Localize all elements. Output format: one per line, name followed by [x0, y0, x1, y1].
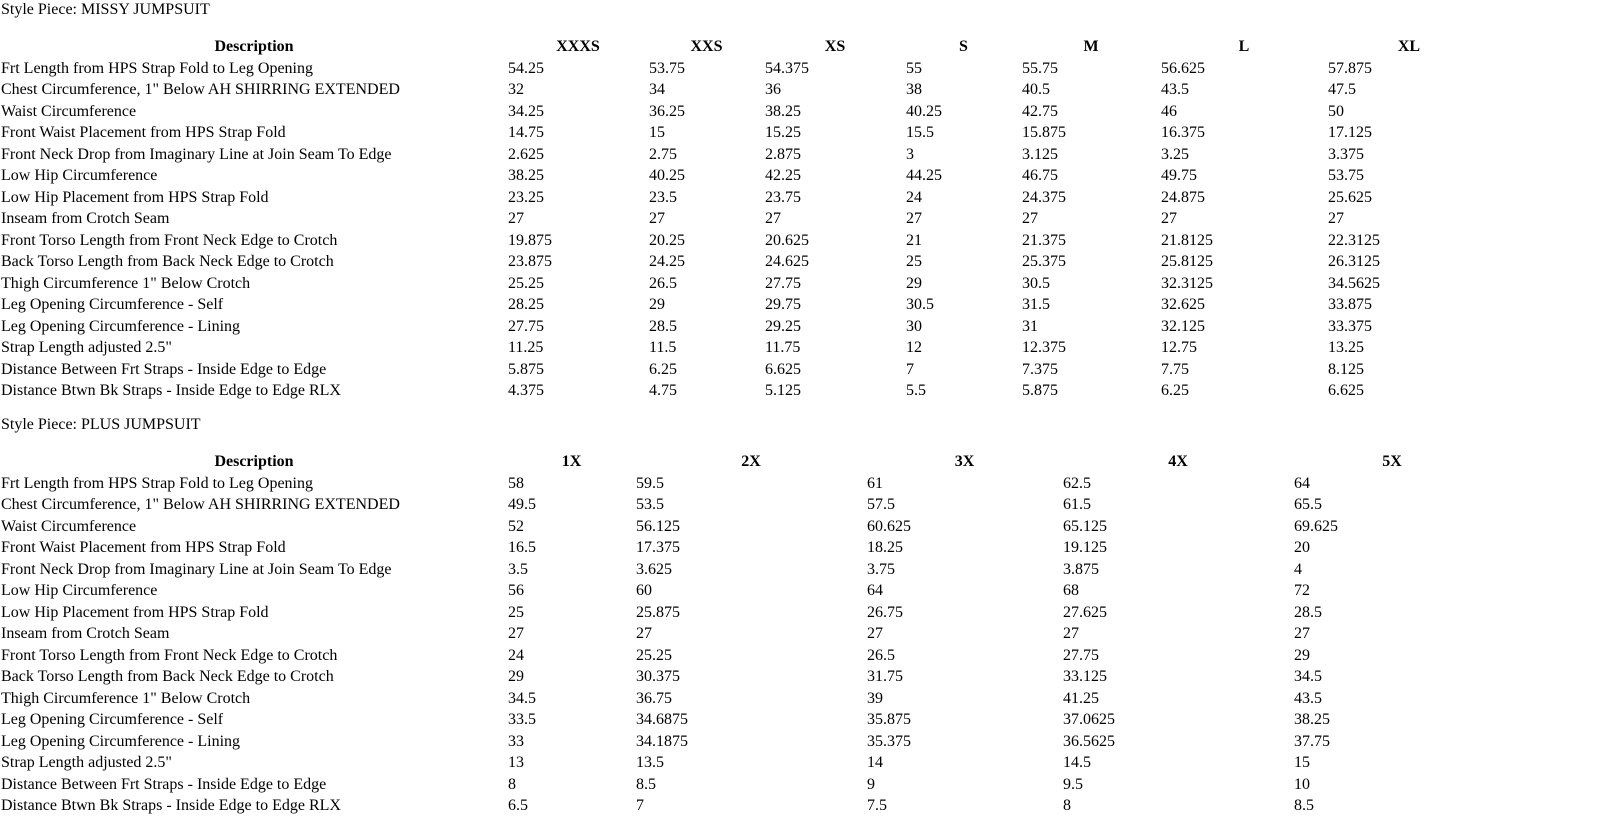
- measurement-value: 5.125: [765, 382, 801, 399]
- measurement-value: 24: [906, 188, 922, 206]
- measurement-value: 32.125: [1161, 317, 1205, 335]
- column-header-size: M: [1083, 38, 1099, 55]
- measurement-value: 62.5: [1063, 474, 1091, 492]
- table-header-row: [0, 451, 1490, 473]
- measurement-value: 3: [906, 145, 914, 163]
- measurement-value: 65.5: [1294, 496, 1322, 513]
- measurement-value: 27: [1063, 625, 1079, 642]
- table-row: [0, 380, 1490, 402]
- measurement-value: 15.875: [1022, 124, 1066, 141]
- measurement-description: Low Hip Placement from HPS Strap Fold: [1, 603, 269, 621]
- measurement-value: 3.125: [1022, 145, 1058, 163]
- measurement-value: 19.875: [508, 231, 552, 249]
- measurement-value: 27: [1328, 210, 1344, 227]
- table-row: [0, 602, 1490, 624]
- measurement-value: 23.875: [508, 253, 552, 270]
- measurement-value: 57.875: [1328, 59, 1372, 77]
- measurement-value: 27: [649, 210, 665, 227]
- measurement-value: 23.25: [508, 188, 544, 206]
- measurement-description: Chest Circumference, 1" Below AH SHIRRING EXTENDED: [1, 496, 400, 513]
- measurement-description: Thigh Circumference 1" Below Crotch: [1, 689, 251, 707]
- table-row: [0, 144, 1490, 166]
- table-row: [0, 273, 1490, 295]
- measurement-value: 33.125: [1063, 668, 1107, 685]
- measurement-value: 29: [906, 274, 922, 292]
- measurement-value: 49.75: [1161, 167, 1197, 184]
- measurement-value: 15: [1294, 754, 1310, 771]
- measurement-value: 8.125: [1328, 360, 1364, 378]
- measurement-value: 5.875: [508, 360, 544, 378]
- measurement-value: 68: [1063, 582, 1079, 599]
- measurement-value: 7: [906, 360, 914, 378]
- column-header-description: Description: [214, 453, 294, 470]
- measurement-value: 20.625: [765, 231, 809, 249]
- measurement-value: 13: [508, 754, 524, 771]
- measurement-value: 17.125: [1328, 124, 1372, 141]
- table-row: [0, 79, 1490, 101]
- measurement-description: Low Hip Placement from HPS Strap Fold: [1, 188, 269, 206]
- table-row: [0, 752, 1490, 774]
- measurement-value: 64: [867, 582, 883, 599]
- measurement-value: 20.25: [649, 231, 685, 249]
- measurement-value: 39: [867, 689, 883, 707]
- table-row: [0, 122, 1490, 144]
- measurement-value: 60.625: [867, 517, 911, 535]
- measurement-value: 55: [906, 59, 922, 77]
- measurement-value: 8: [1063, 797, 1071, 814]
- measurement-value: 27.625: [1063, 603, 1107, 621]
- table-row: [0, 709, 1490, 731]
- measurement-value: 33.875: [1328, 296, 1372, 313]
- table-row: [0, 316, 1490, 338]
- measurement-value: 50: [1328, 102, 1344, 120]
- measurement-value: 10: [1294, 775, 1310, 793]
- missy-spec-table: [0, 36, 1490, 402]
- measurement-value: 57.5: [867, 496, 895, 513]
- measurement-description: Strap Length adjusted 2.5": [1, 339, 172, 356]
- measurement-description: Back Torso Length from Back Neck Edge to Crotch: [1, 668, 334, 685]
- measurement-value: 25.875: [636, 603, 680, 621]
- measurement-value: 25.375: [1022, 253, 1066, 270]
- measurement-value: 25: [906, 253, 922, 270]
- column-header-size: XXXS: [556, 38, 600, 55]
- measurement-value: 2.625: [508, 145, 544, 163]
- measurement-value: 23.5: [649, 188, 677, 206]
- measurement-value: 27: [636, 625, 652, 642]
- measurement-value: 54.375: [765, 59, 809, 77]
- measurement-value: 12.75: [1161, 339, 1197, 356]
- measurement-value: 26.75: [867, 603, 903, 621]
- table-row: [0, 580, 1490, 602]
- measurement-value: 21.8125: [1161, 231, 1213, 249]
- column-header-size: 3X: [954, 453, 975, 470]
- measurement-value: 24.25: [649, 253, 685, 270]
- measurement-value: 26.3125: [1328, 253, 1380, 270]
- measurement-description: Leg Opening Circumference - Lining: [1, 732, 241, 750]
- measurement-value: 58: [508, 474, 524, 492]
- measurement-value: 16.5: [508, 539, 536, 556]
- measurement-value: 5.5: [906, 382, 926, 399]
- table-row: [0, 731, 1490, 753]
- measurement-value: 33.375: [1328, 317, 1372, 335]
- measurement-description: Front Neck Drop from Imaginary Line at Join Seam To Edge: [1, 145, 392, 163]
- column-header-size: XL: [1397, 38, 1421, 55]
- measurement-value: 36.25: [649, 102, 685, 120]
- measurement-value: 6.25: [1161, 382, 1189, 399]
- measurement-value: 24.625: [765, 253, 809, 270]
- measurement-description: Thigh Circumference 1" Below Crotch: [1, 274, 251, 292]
- measurement-value: 40.25: [649, 167, 685, 184]
- measurement-value: 31.5: [1022, 296, 1050, 313]
- measurement-description: Distance Btwn Bk Straps - Inside Edge to Edge RLX: [1, 382, 341, 399]
- table-row: [0, 187, 1490, 209]
- measurement-value: 26.5: [649, 274, 677, 292]
- measurement-value: 36.75: [636, 689, 672, 707]
- measurement-description: Back Torso Length from Back Neck Edge to Crotch: [1, 253, 334, 270]
- measurement-value: 28.25: [508, 296, 544, 313]
- measurement-value: 34.6875: [636, 711, 688, 728]
- measurement-value: 5.875: [1022, 382, 1058, 399]
- measurement-value: 64: [1294, 474, 1310, 492]
- measurement-description: Waist Circumference: [1, 517, 137, 535]
- measurement-value: 38.25: [508, 167, 544, 184]
- measurement-value: 36: [765, 81, 781, 98]
- measurement-description: Waist Circumference: [1, 102, 137, 120]
- measurement-value: 34.25: [508, 102, 544, 120]
- measurement-value: 27.75: [1063, 646, 1099, 664]
- plus-section-title: Style Piece: PLUS JUMPSUIT: [1, 416, 201, 433]
- measurement-value: 52: [508, 517, 524, 535]
- measurement-description: Front Waist Placement from HPS Strap Fold: [1, 539, 286, 556]
- measurement-value: 34: [649, 81, 665, 98]
- measurement-value: 46: [1161, 102, 1177, 120]
- measurement-value: 43.5: [1294, 689, 1322, 707]
- measurement-description: Front Torso Length from Front Neck Edge to Crotch: [1, 231, 338, 249]
- table-row: [0, 774, 1490, 796]
- measurement-value: 53.5: [636, 496, 664, 513]
- measurement-value: 8.5: [636, 775, 656, 793]
- measurement-value: 26.5: [867, 646, 895, 664]
- measurement-value: 33: [508, 732, 524, 750]
- table-row: [0, 473, 1490, 495]
- measurement-value: 27: [906, 210, 922, 227]
- measurement-value: 37.0625: [1063, 711, 1115, 728]
- measurement-value: 27: [867, 625, 883, 642]
- measurement-value: 3.5: [508, 560, 528, 578]
- measurement-value: 43.5: [1161, 81, 1189, 98]
- table-row: [0, 359, 1490, 381]
- measurement-value: 38: [906, 81, 922, 98]
- measurement-value: 55.75: [1022, 59, 1058, 77]
- measurement-value: 56: [508, 582, 524, 599]
- measurement-value: 27: [1161, 210, 1177, 227]
- measurement-value: 41.25: [1063, 689, 1099, 707]
- measurement-description: Low Hip Circumference: [1, 167, 158, 184]
- measurement-value: 44.25: [906, 167, 942, 184]
- measurement-description: Distance Btwn Bk Straps - Inside Edge to Edge RLX: [1, 797, 341, 814]
- measurement-value: 19.125: [1063, 539, 1107, 556]
- measurement-value: 14: [867, 754, 883, 771]
- table-row: [0, 251, 1490, 273]
- measurement-description: Distance Between Frt Straps - Inside Edge to Edge: [1, 360, 327, 378]
- column-header-size: 4X: [1168, 453, 1188, 470]
- measurement-value: 7: [636, 797, 644, 814]
- measurement-value: 21: [906, 231, 922, 249]
- column-header-size: L: [1238, 38, 1250, 55]
- table-row: [0, 537, 1490, 559]
- measurement-value: 7.5: [867, 797, 887, 814]
- measurement-value: 8: [508, 775, 516, 793]
- measurement-value: 34.5625: [1328, 274, 1380, 292]
- measurement-value: 17.375: [636, 539, 680, 556]
- measurement-value: 30.5: [906, 296, 934, 313]
- measurement-value: 31.75: [867, 668, 903, 685]
- measurement-value: 13.5: [636, 754, 664, 771]
- table-row: [0, 516, 1490, 538]
- table-row: [0, 645, 1490, 667]
- measurement-value: 61: [867, 474, 883, 492]
- column-header-size: XXS: [690, 38, 723, 55]
- measurement-value: 11.25: [508, 339, 544, 356]
- measurement-value: 32.625: [1161, 296, 1205, 313]
- measurement-value: 65.125: [1063, 517, 1107, 535]
- plus-spec-table: [0, 451, 1490, 817]
- column-header-size: 5X: [1382, 453, 1402, 470]
- measurement-value: 12.375: [1022, 339, 1066, 356]
- measurement-value: 8.5: [1294, 797, 1314, 814]
- measurement-value: 61.5: [1063, 496, 1091, 513]
- measurement-value: 16.375: [1161, 124, 1205, 141]
- measurement-description: Strap Length adjusted 2.5": [1, 754, 172, 771]
- measurement-value: 4: [1294, 560, 1302, 578]
- measurement-value: 27: [1294, 625, 1310, 642]
- measurement-value: 29.75: [765, 296, 801, 313]
- table-header-row: [0, 36, 1490, 58]
- measurement-value: 15.25: [765, 124, 801, 141]
- column-header-size: 2X: [741, 453, 761, 470]
- measurement-value: 3.875: [1063, 560, 1099, 578]
- measurement-value: 6.625: [1328, 382, 1364, 399]
- measurement-value: 25.25: [636, 646, 672, 664]
- measurement-value: 27: [508, 625, 524, 642]
- measurement-description: Front Waist Placement from HPS Strap Fold: [1, 124, 286, 141]
- measurement-description: Leg Opening Circumference - Self: [1, 711, 224, 728]
- measurement-value: 2.75: [649, 145, 677, 163]
- measurement-value: 36.5625: [1063, 732, 1115, 750]
- table-row: [0, 208, 1490, 230]
- measurement-description: Front Torso Length from Front Neck Edge to Crotch: [1, 646, 338, 664]
- measurement-value: 20: [1294, 539, 1310, 556]
- measurement-value: 30.375: [636, 668, 680, 685]
- table-row: [0, 688, 1490, 710]
- measurement-description: Leg Opening Circumference - Lining: [1, 317, 241, 335]
- measurement-description: Low Hip Circumference: [1, 582, 158, 599]
- measurement-value: 31: [1022, 317, 1038, 335]
- measurement-value: 3.375: [1328, 145, 1364, 163]
- column-header-size: S: [959, 38, 968, 55]
- measurement-value: 29: [508, 668, 524, 685]
- measurement-value: 12: [906, 339, 922, 356]
- measurement-value: 3.25: [1161, 145, 1189, 163]
- measurement-value: 35.875: [867, 711, 911, 728]
- column-header-description: Description: [214, 38, 294, 55]
- measurement-value: 24: [508, 646, 524, 664]
- measurement-value: 27.75: [765, 274, 801, 292]
- measurement-value: 6.625: [765, 360, 801, 378]
- measurement-value: 24.875: [1161, 188, 1205, 206]
- measurement-value: 9.5: [1063, 775, 1083, 793]
- measurement-value: 29.25: [765, 317, 801, 335]
- measurement-value: 9: [867, 775, 875, 793]
- table-row: [0, 165, 1490, 187]
- measurement-value: 30: [906, 317, 922, 335]
- measurement-description: Inseam from Crotch Seam: [1, 210, 170, 227]
- table-row: [0, 623, 1490, 645]
- measurement-value: 18.25: [867, 539, 903, 556]
- measurement-description: Chest Circumference, 1" Below AH SHIRRING EXTENDED: [1, 81, 400, 98]
- measurement-description: Distance Between Frt Straps - Inside Edge to Edge: [1, 775, 327, 793]
- measurement-value: 25.25: [508, 274, 544, 292]
- table-row: [0, 337, 1490, 359]
- column-header-size: XS: [824, 38, 846, 55]
- measurement-value: 56.625: [1161, 59, 1205, 77]
- measurement-value: 56.125: [636, 517, 680, 535]
- measurement-value: 60: [636, 582, 652, 599]
- measurement-value: 30.5: [1022, 274, 1050, 292]
- table-row: [0, 666, 1490, 688]
- measurement-value: 37.75: [1294, 732, 1330, 750]
- measurement-value: 29: [649, 296, 665, 313]
- table-row: [0, 294, 1490, 316]
- measurement-value: 46.75: [1022, 167, 1058, 184]
- measurement-value: 42.75: [1022, 102, 1058, 120]
- table-row: [0, 101, 1490, 123]
- measurement-value: 13.25: [1328, 339, 1364, 356]
- table-row: [0, 230, 1490, 252]
- measurement-value: 15.5: [906, 124, 934, 141]
- measurement-value: 35.375: [867, 732, 911, 750]
- measurement-value: 11.75: [765, 339, 801, 356]
- measurement-value: 42.25: [765, 167, 801, 184]
- measurement-value: 4.375: [508, 382, 544, 399]
- measurement-value: 40.5: [1022, 81, 1050, 98]
- measurement-value: 27.75: [508, 317, 544, 335]
- measurement-value: 25: [508, 603, 524, 621]
- measurement-value: 34.5: [1294, 668, 1322, 685]
- measurement-value: 40.25: [906, 102, 942, 120]
- measurement-value: 29: [1294, 646, 1310, 664]
- measurement-value: 53.75: [1328, 167, 1364, 184]
- table-row: [0, 795, 1490, 817]
- measurement-value: 38.25: [765, 102, 801, 120]
- table-row: [0, 559, 1490, 581]
- measurement-description: Frt Length from HPS Strap Fold to Leg Opening: [1, 59, 313, 77]
- measurement-value: 3.75: [867, 560, 895, 578]
- measurement-value: 49.5: [508, 496, 536, 513]
- measurement-description: Front Neck Drop from Imaginary Line at Join Seam To Edge: [1, 560, 392, 578]
- measurement-value: 69.625: [1294, 517, 1338, 535]
- measurement-value: 38.25: [1294, 711, 1330, 728]
- measurement-value: 7.375: [1022, 360, 1058, 378]
- measurement-value: 15: [649, 124, 665, 141]
- measurement-value: 32.3125: [1161, 274, 1213, 292]
- measurement-value: 6.25: [649, 360, 677, 378]
- measurement-value: 11.5: [649, 339, 677, 356]
- table-row: [0, 494, 1490, 516]
- measurement-value: 25.625: [1328, 188, 1372, 206]
- measurement-value: 23.75: [765, 188, 801, 206]
- measurement-value: 2.875: [765, 145, 801, 163]
- measurement-value: 6.5: [508, 797, 528, 814]
- measurement-value: 28.5: [649, 317, 677, 335]
- measurement-value: 24.375: [1022, 188, 1066, 206]
- measurement-value: 14.75: [508, 124, 544, 141]
- measurement-value: 53.75: [649, 59, 685, 77]
- measurement-value: 25.8125: [1161, 253, 1213, 270]
- measurement-value: 22.3125: [1328, 231, 1380, 249]
- measurement-value: 27: [1022, 210, 1038, 227]
- measurement-value: 14.5: [1063, 754, 1091, 771]
- measurement-value: 32: [508, 81, 524, 98]
- measurement-value: 3.625: [636, 560, 672, 578]
- measurement-value: 28.5: [1294, 603, 1322, 621]
- measurement-value: 72: [1294, 582, 1310, 599]
- measurement-value: 27: [508, 210, 524, 227]
- measurement-value: 4.75: [649, 382, 677, 399]
- measurement-description: Leg Opening Circumference - Self: [1, 296, 224, 313]
- measurement-description: Inseam from Crotch Seam: [1, 625, 170, 642]
- measurement-value: 47.5: [1328, 81, 1356, 98]
- measurement-value: 34.5: [508, 689, 536, 707]
- table-row: [0, 58, 1490, 80]
- measurement-value: 34.1875: [636, 732, 688, 750]
- measurement-value: 7.75: [1161, 360, 1189, 378]
- measurement-value: 27: [765, 210, 781, 227]
- measurement-value: 33.5: [508, 711, 536, 728]
- measurement-value: 21.375: [1022, 231, 1066, 249]
- column-header-size: 1X: [561, 453, 582, 470]
- measurement-description: Frt Length from HPS Strap Fold to Leg Opening: [1, 474, 313, 492]
- measurement-value: 54.25: [508, 59, 544, 77]
- measurement-value: 59.5: [636, 474, 664, 492]
- missy-section-title: Style Piece: MISSY JUMPSUIT: [1, 1, 210, 18]
